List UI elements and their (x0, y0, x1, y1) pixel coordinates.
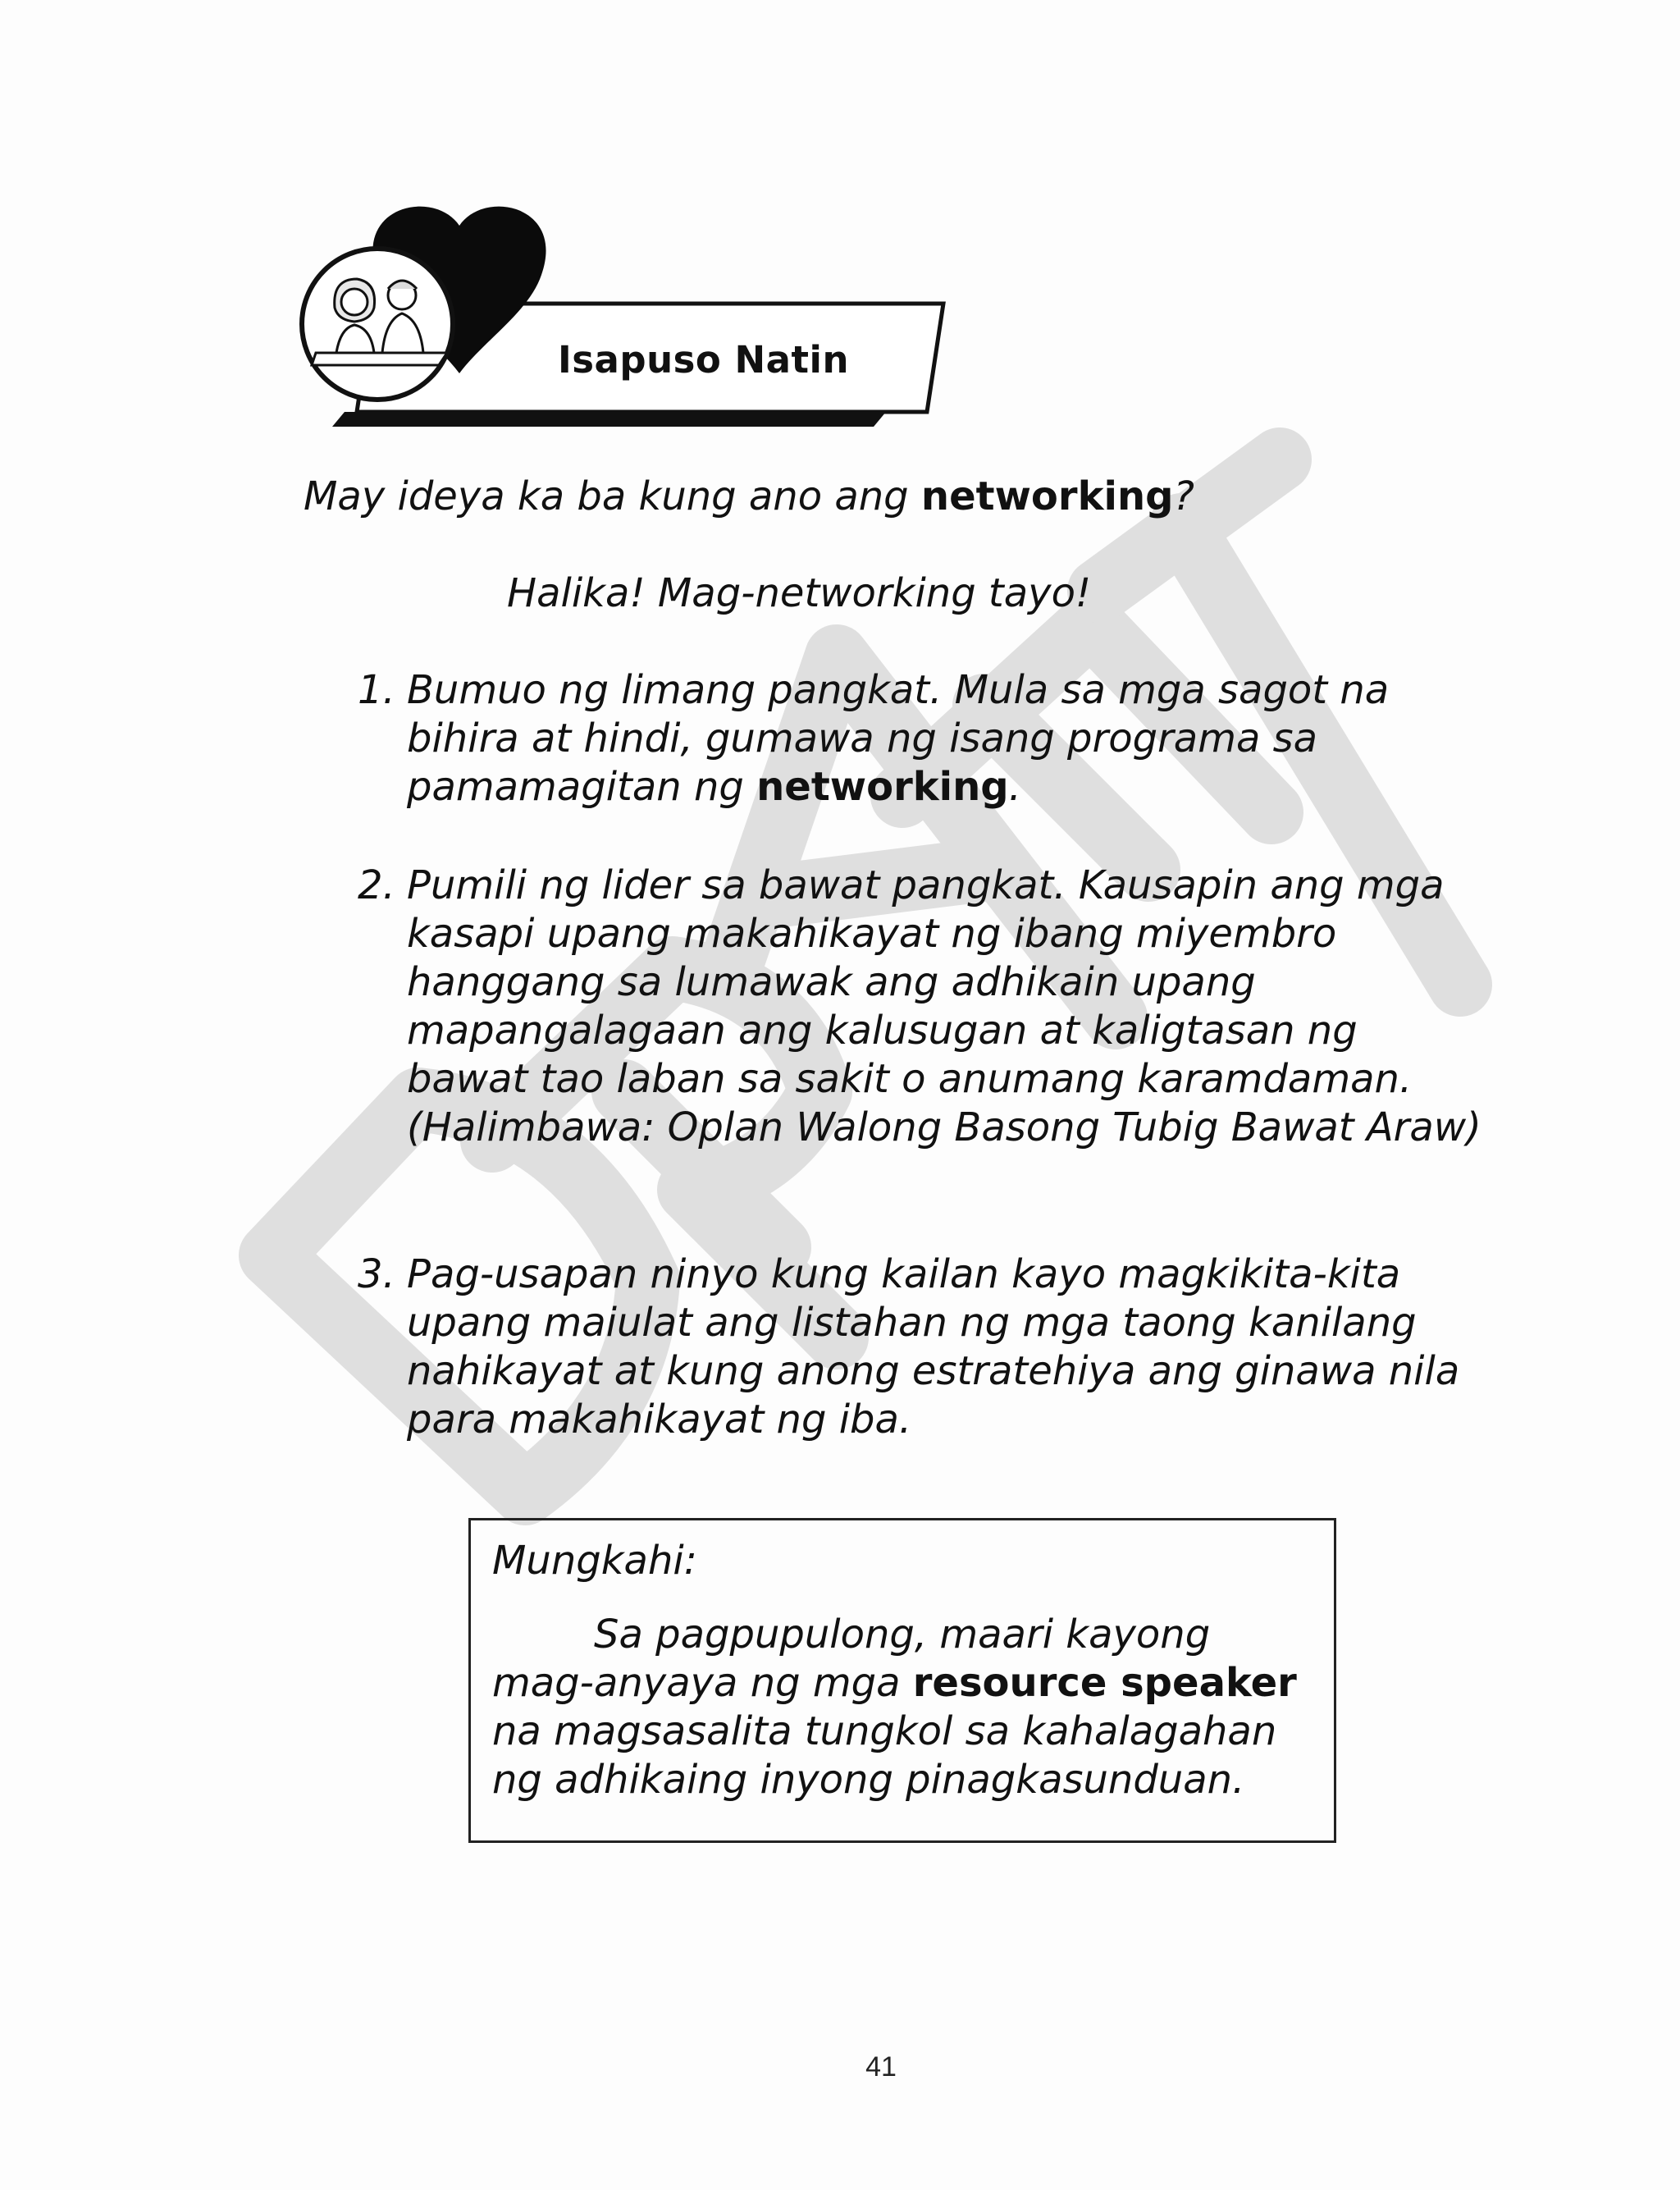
list-text: Pag-usapan ninyo kung kailan kayo magkikita-kita upang maiulat ang listahan ng mga taong kanilang nahikayat at kung anong estratehiya ang ginawa nila para makahikayat ng iba. (407, 1251, 1460, 1442)
keyword-networking: networking (756, 764, 1009, 810)
kids-circle-frame (302, 249, 453, 400)
list-number: 3. (358, 1251, 395, 1297)
list-text: Pumili ng lider sa bawat pangkat. Kausapin ang mga kasapi upang makahikayat ng ibang miyembro hanggang sa lumawak ang adhikain upang mapangalagaan ang kalusugan at kaligtasan ng bawat tao laban sa sakit o anumang karamdaman. (Halimbawa: Oplan Walong Basong Tubig Bawat Araw) (407, 862, 1481, 1150)
keyword-resource-speaker: resource speaker (912, 1660, 1297, 1706)
section-title: Isapuso Natin (558, 338, 850, 382)
example-text: (Halimbawa: Oplan Walong Basong Tubig Bawat Araw) (407, 1104, 1481, 1150)
page-number: 41 (865, 2051, 897, 2083)
list-item (358, 862, 1490, 1152)
list-number: 2. (358, 862, 395, 908)
keyword-networking: networking (920, 473, 1174, 519)
tip-box (468, 1518, 1336, 1843)
tip-text: Sa pagpupulong, maari kayong mag-anyaya ng mga resource speaker na magsasalita tungkol sa kahalagahan ng adhikaing inyong pinagkasunduan. (492, 1612, 1297, 1803)
list-item (358, 666, 1490, 812)
list-item (358, 1250, 1490, 1444)
list-text: Bumuo ng limang pangkat. Mula sa mga sagot na bihira at hindi, gumawa ng isang programa sa pamamagitan ng networking. (407, 667, 1390, 810)
call-to-action: Halika! Mag-networking tayo! (507, 570, 1092, 616)
section-banner (295, 197, 952, 435)
intro-question: May ideya ka ba kung ano ang networking? (304, 473, 1194, 519)
list-number: 1. (358, 667, 395, 713)
banner-shadow (332, 412, 886, 427)
tip-label: Mungkahi: (492, 1538, 697, 1584)
